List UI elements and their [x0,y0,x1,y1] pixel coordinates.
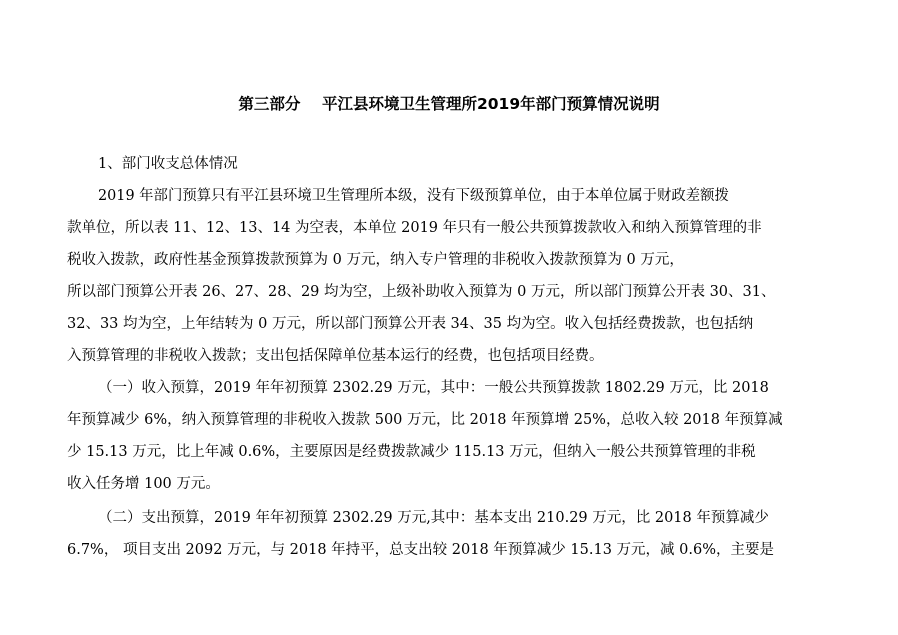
section-heading: 1、部门收支总体情况 [98,156,238,172]
paragraph-line: 32、33 均为空，上年结转为 0 万元，所以部门预算公开表 34、35 均为空。收入包括经费拨款，也包括纳 [67,316,754,332]
paragraph-line: 年预算减少 6%，纳入预算管理的非税收入拨款 500 万元，比 2018 年预算增 25%，总收入较 2018 年预算减 [67,412,783,428]
paragraph-line: 税收入拨款，政府性基金预算拨款预算为 0 万元，纳入专户管理的非税收入拨款预算为 0 万元， [67,252,684,268]
paragraph-line: （二）支出预算，2019 年年初预算 2302.29 万元,其中：基本支出 210.29 万元，比 2018 年预算减少 [98,510,769,526]
paragraph-line: 2019 年部门预算只有平江县环境卫生管理所本级，没有下级预算单位，由于本单位属于财政差额拨 [98,188,729,204]
paragraph-line: 收入任务增 100 万元。 [67,476,220,492]
paragraph-line: 所以部门预算公开表 26、27、28、29 均为空，上级补助收入预算为 0 万元，所以部门预算公开表 30、31、 [67,284,776,300]
paragraph-line: 6.7%， 项目支出 2092 万元，与 2018 年持平，总支出较 2018 年预算减少 15.13 万元，减 0.6%，主要是 [67,542,774,558]
paragraph-line: 款单位，所以表 11、12、13、14 为空表，本单位 2019 年只有一般公共预算拨款收入和纳入预算管理的非 [67,220,762,236]
paragraph-line: 少 15.13 万元，比上年减 0.6%，主要原因是经费拨款减少 115.13 万元，但纳入一般公共预算管理的非税 [67,444,756,460]
paragraph-line: 入预算管理的非税收入拨款；支出包括保障单位基本运行的经费，也包括项目经费。 [67,348,604,364]
paragraph-line: （一）收入预算，2019 年年初预算 2302.29 万元，其中：一般公共预算拨款 1802.29 万元，比 2018 [98,380,769,396]
document-title: 第三部分 平江县环境卫生管理所2019年部门预算情况说明 [238,95,660,113]
